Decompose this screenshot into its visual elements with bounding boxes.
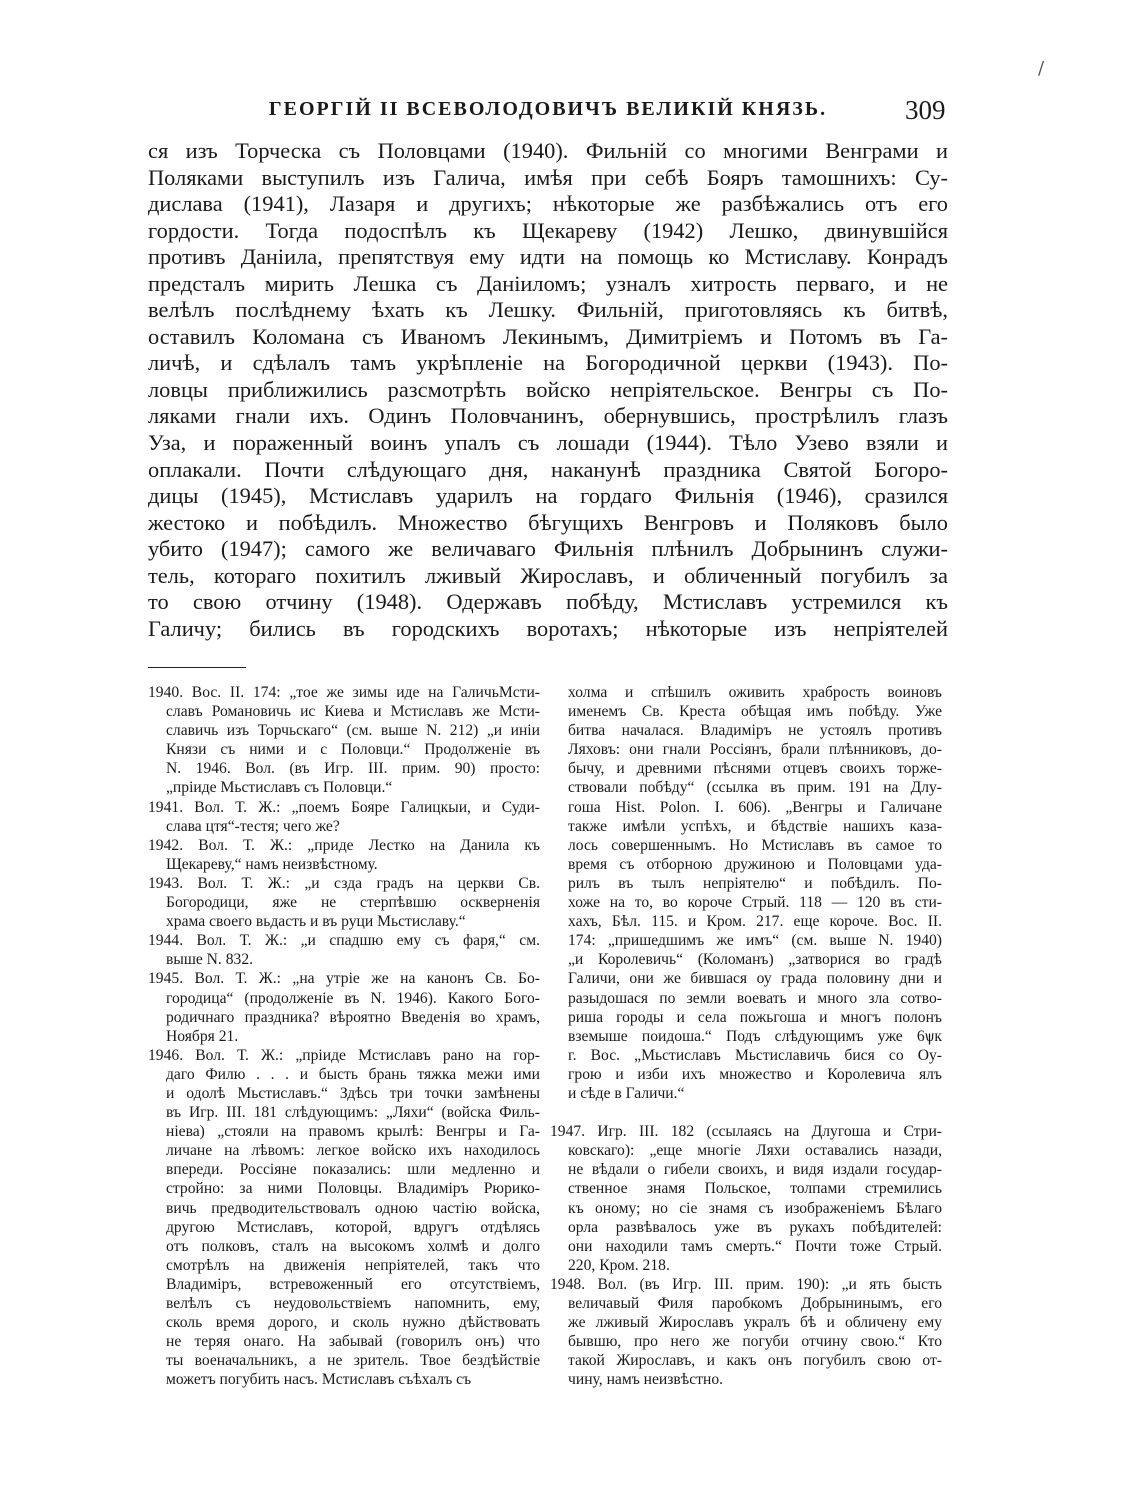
footnote-line: другою Мстиславъ, которой, вдругъ отдѣлясь	[166, 1218, 540, 1236]
text-line: оплакали. Почти слѣдующаго дня, наканунѣ праздника Святой Богоро-	[148, 456, 948, 482]
footnote-line: 220, Кром. 218.	[568, 1256, 670, 1274]
footnote-line: родичнаго праздника? вѣроятно Введенія во храмъ,	[166, 1008, 540, 1026]
footnote-line: 1947. Игр. III. 182 (ссылаясь на Длугоша и Стри-	[550, 1123, 942, 1141]
footnote-line: величавый Филя паробкомъ Добрынинымъ, его	[568, 1295, 942, 1312]
footnote-line: даго Филю . . . и бысть брань тяжка межи ими	[166, 1065, 540, 1083]
footnote-line: ты военачальникъ, а не зритель. Твое бездѣйствіе	[166, 1352, 540, 1370]
text-line: Уза, и пораженный воинъ упалъ съ лошади (1944). Тѣло Узево взяли и	[148, 430, 948, 456]
footnote-line: нiева) „стояли на правомъ крылѣ: Венгры и Га-	[166, 1123, 540, 1141]
text-line: гордости. Тогда подоспѣлъ къ Щекареву (1942) Лешко, двинувшійся	[148, 217, 948, 243]
footnote-line: именемъ Св. Креста обѣщая имъ побѣду. Уже	[568, 703, 942, 721]
footnote-line: г. Вос. „Мьстиславъ Мьстиславичь бися со Оу-	[568, 1046, 942, 1064]
footnote-separator	[148, 667, 246, 668]
footnote-line: славъ Романовичь ис Киева и Мстиславъ же Мсти-	[166, 703, 540, 721]
footnote-line: 1942. Вол. Т. Ж.: „приде Лестко на Данила къ	[148, 836, 540, 854]
footnote-line: 1943. Вол. Т. Ж.: „и сзда градъ на церкви Св.	[148, 874, 540, 892]
footnote-line: такой Жирославъ, и какъ онъ погубилъ свою от-	[568, 1352, 942, 1370]
footnote-line: смотрѣлъ на движенія непріятелей, такъ что	[166, 1256, 540, 1274]
text-line: то свою отчину (1948). Одержавъ побѣду, Мстиславъ устремился къ	[148, 589, 948, 615]
footnote-line: впереди. Россіяне показались: шли медленно и	[166, 1161, 540, 1179]
footnote-line: они находили тамъ смерть.“ Почти тоже Стрый.	[568, 1237, 942, 1255]
main-text	[148, 138, 948, 642]
footnote-line: Богородици, яже не стерпѣвшю оскверненія	[166, 894, 540, 912]
text-line: ся изъ Торческа съ Половцами (1940). Фильній со многими Венграми и	[148, 138, 948, 163]
footnote-line: 1946. Вол. Т. Ж.: „прiиде Мстиславъ рано на гор-	[148, 1046, 540, 1064]
footnotes-left-column	[148, 683, 540, 1389]
footnote-line: N. 1946. Вол. (въ Игр. III. прим. 90) просто:	[166, 760, 540, 778]
footnote-line: гоша Hist. Polon. I. 606). „Венгры и Галичане	[568, 798, 942, 816]
footnote-line: „прiиде Мьстиславъ съ Половци.“	[166, 779, 393, 797]
footnote-line: личане на лѣвомъ: легкое войско ихъ находилось	[166, 1142, 540, 1160]
footnote-line: время съ отборною дружиною и Половцами уда-	[568, 855, 942, 873]
text-line: велѣлъ послѣднему ѣхать къ Лешку. Фильній, приготовляясь къ битвѣ,	[148, 297, 948, 323]
footnote-line: и одолѣ Мьстиславъ.“ Здѣсь три точки замѣнены	[166, 1084, 540, 1102]
footnote-line: 1944. Вол. Т. Ж.: „и спадшю ему съ фаря,“ см.	[148, 932, 540, 950]
footnote-line: можетъ погубить насъ. Мстиславъ съѣхалъ съ	[166, 1371, 472, 1389]
footnote-line: 1945. Вол. Т. Ж.: „на утріе же на канонъ Св. Бо-	[148, 970, 540, 988]
footnote-line: хахъ, Бѣл. 115. и Кром. 217. еще короче. Вос. II.	[568, 913, 942, 931]
footnote-line: „и Королевичь“ (Коломанъ) „затворися во градѣ	[568, 951, 942, 969]
text-line: Поляками выступилъ изъ Галича, имѣя при себѣ Бояръ тамошнихъ: Су-	[148, 164, 948, 190]
footnote-line: же лживый Жирославъ укралъ бѣ и обличену ему	[568, 1314, 942, 1332]
text-line: ловцы приближились разсмотрѣть войско непріятельское. Венгры съ По-	[148, 376, 948, 402]
footnote-line: храма своего вьдасть и въ руци Мьстиславу.“	[166, 913, 466, 931]
footnote-line: Ляховъ: они гнали Россіянъ, брали плѣнниковъ, до-	[568, 741, 942, 759]
text-line: предсталъ мирить Лешка съ Даніиломъ; узналъ хитрость перваго, и не	[148, 270, 948, 296]
footnote-line: не вѣдали о гибели своихъ, и видя издали государ-	[568, 1161, 942, 1179]
footnote-line: и сѣде в Галичи.“	[568, 1084, 685, 1102]
text-line: дицы (1945), Мстиславъ ударилъ на гордаго Фильнія (1946), сразился	[148, 483, 948, 509]
footnote-line: стройно: за ними Половцы. Владиміръ Рюрико-	[166, 1180, 540, 1198]
footnote-line: слава цтя“-тестя; чего же?	[166, 817, 340, 835]
text-line: оставилъ Коломана съ Иваномъ Лекинымъ, Димитріемъ и Потомъ въ Га-	[148, 323, 948, 349]
footnote-line: славичь изъ Торчьскаго“ (см. выше N. 212) „и инiи	[166, 722, 540, 740]
footnote-line: 1948. Вол. (въ Игр. III. прим. 190): „и ять бысть	[550, 1275, 942, 1293]
footnote-line: 1941. Вол. Т. Ж.: „поемъ Бояре Галицкыи, и Суди-	[148, 798, 540, 816]
text-line: противъ Даніила, препятствуя ему идти на помощь ко Мстиславу. Конрадъ	[148, 244, 948, 270]
footnote-line: лось совершеннымъ. Но Мстиславъ въ самое то	[568, 836, 942, 854]
footnote-line: вичь предводительствовалъ одною частію войска,	[166, 1199, 540, 1217]
footnote-line: холма и спѣшилъ оживить храбрость воиновъ	[568, 684, 942, 701]
text-line: жестоко и побѣдилъ. Множество бѣгущихъ Венгровъ и Поляковъ было	[148, 509, 948, 535]
footnote-line: Галичи, они же бившася оу града половину дни и	[568, 970, 942, 988]
footnote-line: 1940. Вос. II. 174: „тое же зимы иде на ГаличьМсти-	[148, 684, 540, 701]
footnote-line: сколь время дорого, и сколь нужно дѣйствовать	[166, 1314, 540, 1332]
footnote-line: къ оному; но сіе знамя съ изображеніемъ Бѣлаго	[568, 1199, 942, 1217]
footnote-line: городица“ (продолженіе въ N. 1946). Какого Бого-	[166, 989, 540, 1007]
text-line: дислава (1941), Лазаря и другихъ; нѣкоторые же разбѣжались отъ его	[148, 191, 948, 217]
footnote-line: ковскаго): „еще многіе Ляхи оставались назади,	[568, 1142, 942, 1160]
footnote-line: ственное знамя Польское, толпами стремились	[568, 1180, 942, 1198]
footnote-line: отъ полковъ, сталъ на высокомъ холмѣ и долго	[166, 1237, 540, 1255]
running-header: ГЕОРГІЙ II ВСЕВОЛОДОВИЧЪ ВЕЛИКІЙ КНЯЗЬ.	[268, 98, 828, 120]
footnotes-right-column	[550, 683, 942, 1389]
footnote-line: Ноября 21.	[166, 1027, 239, 1045]
footnote-line: бывшю, про него же погуби отчину свою.“ Кто	[568, 1333, 942, 1351]
footnote-line: чину, намъ неизвѣстно.	[568, 1371, 724, 1389]
text-line: тель, котораго похитилъ лживый Жирославъ, и обличенный погубилъ за	[148, 562, 948, 588]
footnote-line: орла развѣвалось уже въ рукахъ побѣдителей:	[568, 1218, 942, 1236]
footnote-line: Владиміръ, встревоженный его отсутствіемъ,	[166, 1275, 540, 1293]
footnote-line: разыдошася по земли воевать и много зла сотво-	[568, 989, 942, 1007]
footnote-line: Князи съ ними и с Половци.“ Продолженіе въ	[166, 741, 540, 759]
footnote-line: битва началася. Владиміръ не устоялъ противъ	[568, 722, 942, 740]
corner-mark: /	[1038, 58, 1045, 79]
footnote-line: вземыше поидоша.“ Подъ слѣдующимъ уже 6ѱк	[568, 1027, 942, 1045]
footnote-line: Щекареву,“ намъ неизвѣстному.	[166, 855, 378, 873]
footnote-line: бычу, и древними пѣснями отцевъ своихъ торже-	[568, 760, 942, 778]
text-line: убито (1947); самого же величаваго Фильнія плѣнилъ Добрынинъ служи-	[148, 536, 948, 562]
text-line: Галичу; бились въ городскихъ воротахъ; нѣкоторые изъ непріятелей	[148, 615, 948, 641]
footnote-line: выше N. 832.	[166, 951, 254, 969]
footnote-line: риша городы и села пожьгоша и многъ полонъ	[568, 1008, 942, 1026]
footnote-line: рилъ въ тылъ непріятелю“ и побѣдилъ. По-	[568, 874, 942, 892]
footnote-line: ствовали побѣду“ (ссылка въ прим. 191 на Длу-	[568, 779, 942, 797]
footnote-line	[550, 1103, 942, 1122]
footnote-line: не теряя онаго. На забывай (говорилъ онъ) что	[166, 1333, 540, 1351]
footnote-line: хоже на то, во короче Стрый. 118 — 120 въ сти-	[568, 894, 942, 912]
footnote-line: также имѣли успѣхъ, и бѣдствіе нашихъ каза-	[568, 817, 942, 835]
text-line: ляками гнали ихъ. Одинъ Половчанинъ, обернувшись, прострѣлилъ глазъ	[148, 403, 948, 429]
footnote-line: 174: „пришедшимъ же имъ“ (см. выше N. 1940)	[568, 932, 942, 950]
footnote-line: въ Игр. III. 181 слѣдующимъ: „Ляхи“ (войска Филь-	[166, 1104, 540, 1122]
footnote-line: грою и изби ихъ множество и Королевича ялъ	[568, 1065, 942, 1083]
footnote-line: велѣлъ съ неудовольствіемъ напомнить, ему,	[166, 1295, 540, 1312]
text-line: личѣ, и сдѣлалъ тамъ укрѣпленіе на Богородичной церкви (1943). По-	[148, 350, 948, 376]
page-number: 309	[905, 95, 946, 125]
